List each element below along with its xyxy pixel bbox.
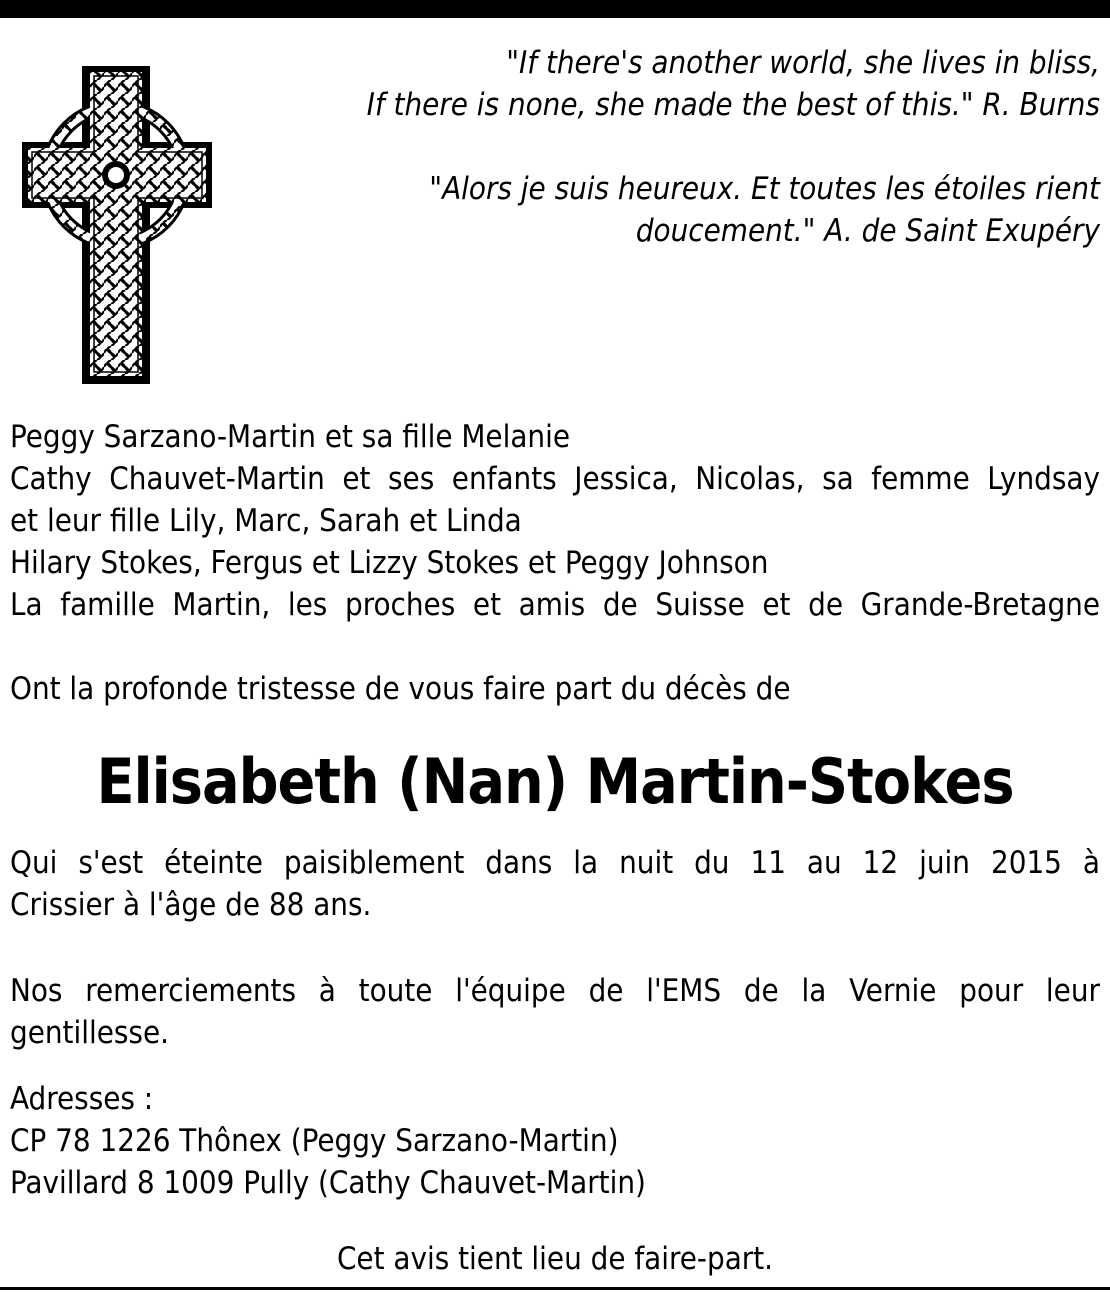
deceased-name: Elisabeth (Nan) Martin-Stokes: [96, 745, 1014, 818]
thanks-line: Nos remerciements à toute l'équipe de l'EMS de la Vernie pour leur: [10, 973, 1100, 1009]
family-line: Hilary Stokes, Fergus et Lizzy Stokes et Peggy Johnson: [10, 545, 769, 581]
quote-line: doucement." A. de Saint Exupéry: [635, 213, 1100, 249]
announcement-intro: Ont la profonde tristesse de vous faire part du décès de: [10, 671, 791, 707]
family-line: Cathy Chauvet-Martin et ses enfants Jessica, Nicolas, sa femme Lyndsay: [10, 461, 1100, 497]
top-border: [0, 0, 1110, 18]
death-details-line: Crissier à l'âge de 88 ans.: [10, 887, 372, 923]
family-list: [10, 416, 1100, 626]
bottom-border: [0, 1287, 1110, 1290]
death-details: [10, 842, 1100, 926]
quote-line: "If there's another world, she lives in bliss,: [506, 45, 1100, 81]
death-details-line: Qui s'est éteinte paisiblement dans la nuit du 11 au 12 juin 2015 à: [10, 845, 1100, 881]
closing-note: Cet avis tient lieu de faire-part.: [336, 1241, 774, 1277]
thanks-line: gentillesse.: [10, 1015, 169, 1051]
address-line: Pavillard 8 1009 Pully (Cathy Chauvet-Martin): [10, 1165, 646, 1201]
family-line: et leur fille Lily, Marc, Sarah et Linda: [10, 503, 522, 539]
addresses-block: [10, 1078, 1100, 1204]
thanks-paragraph: [10, 970, 1100, 1054]
quote-burns: [280, 42, 1100, 126]
address-line: CP 78 1226 Thônex (Peggy Sarzano-Martin): [10, 1123, 619, 1159]
addresses-label: Adresses :: [10, 1081, 154, 1117]
family-line: La famille Martin, les proches et amis de Suisse et de Grande-Bretagne: [10, 587, 1100, 623]
quote-saint-exupery: [280, 168, 1100, 252]
quotes-block: [280, 42, 1100, 252]
quote-line: "Alors je suis heureux. Et toutes les étoiles rient: [429, 171, 1100, 207]
quote-line: If there is none, she made the best of this." R. Burns: [366, 87, 1100, 123]
family-line: Peggy Sarzano-Martin et sa fille Melanie: [10, 419, 571, 455]
celtic-cross-icon: [20, 52, 220, 392]
